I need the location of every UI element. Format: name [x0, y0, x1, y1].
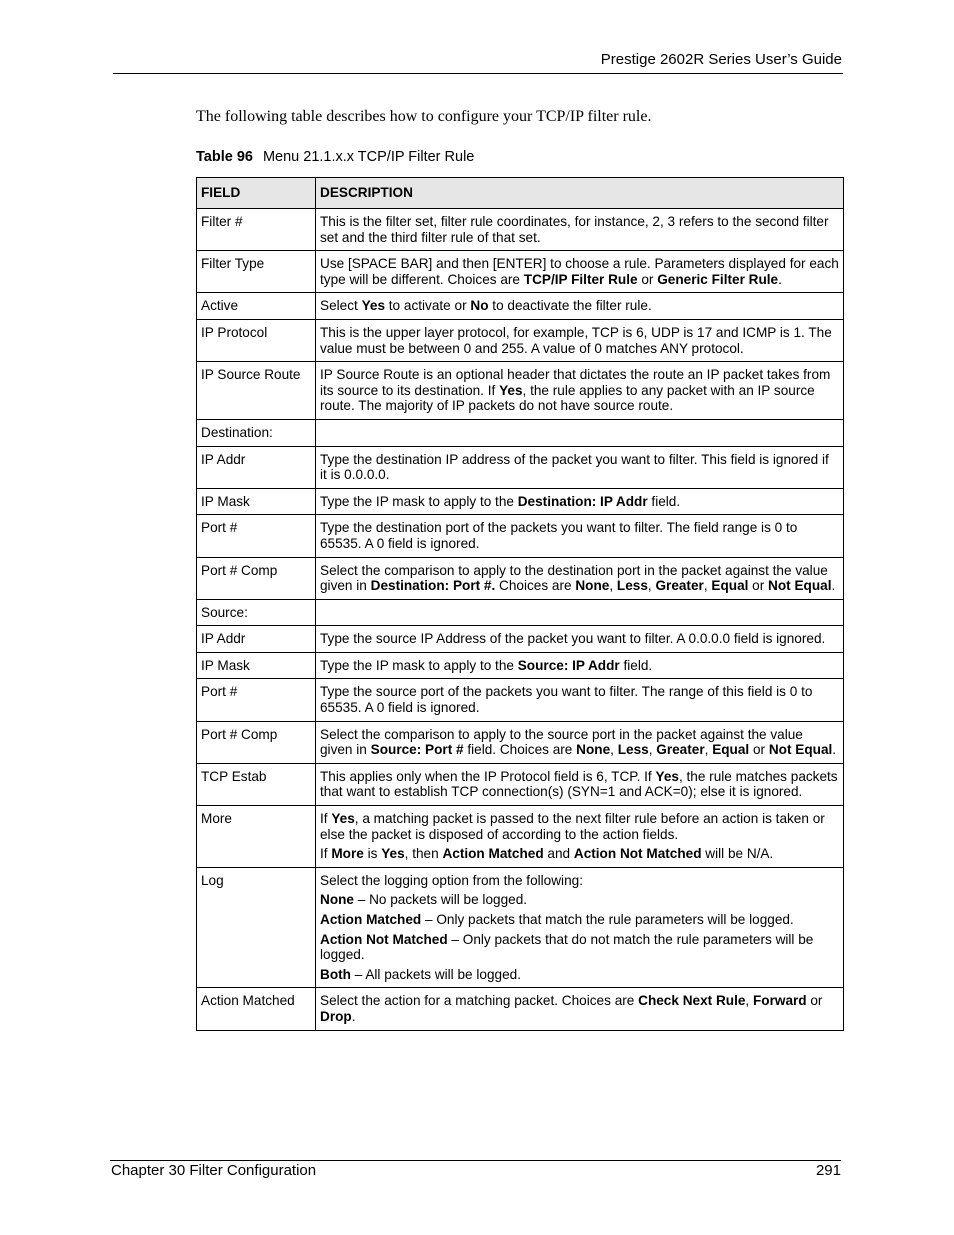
description-text: field. [647, 493, 681, 509]
bold-term: Not Equal [768, 578, 832, 594]
field-name-cell: IP Source Route [197, 362, 316, 420]
description-text: or [748, 578, 769, 594]
description-text: , [648, 742, 657, 758]
bold-term: TCP/IP Filter Rule [523, 271, 638, 287]
bold-term: Source: IP Addr [517, 657, 620, 673]
bold-term: Action Matched [320, 912, 422, 927]
intro-text: The following table describes how to configure your TCP/IP filter rule. [196, 108, 652, 125]
field-description-table [196, 177, 844, 1031]
bold-term: Destination: Port #. [370, 578, 496, 594]
table-row [197, 515, 844, 557]
description-text: , [610, 742, 618, 758]
description-text: , [745, 993, 753, 1009]
table-header-row [197, 178, 844, 209]
description-text: , a matching packet is passed to the next filter rule before an action is taken or else the packet is disposed of according to the action fields. [320, 811, 825, 842]
field-description-cell [316, 419, 844, 446]
field-description-cell [316, 557, 844, 599]
bold-term: Greater [656, 742, 705, 758]
bold-term: Yes [381, 846, 405, 862]
field-name-cell: Port # [197, 515, 316, 557]
guide-title: Prestige 2602R Series User’s Guide [600, 51, 842, 68]
bold-term: Less [617, 742, 649, 758]
description-paragraph [320, 298, 839, 314]
field-description-cell [316, 867, 844, 988]
table-row [197, 763, 844, 805]
description-text: , [704, 742, 713, 758]
field-description-cell [316, 319, 844, 361]
description-text: Select the logging option from the following: [320, 872, 583, 888]
description-text: – Only packets that do not match the rule parameters will be logged. [320, 931, 814, 963]
description-paragraph [320, 563, 839, 594]
description-paragraph [320, 494, 839, 510]
description-text: , then [404, 846, 443, 862]
bold-term: Equal [712, 742, 750, 758]
description-paragraph [320, 846, 839, 862]
description-text: . [831, 578, 836, 594]
description-paragraph [320, 214, 839, 245]
bold-term: Forward [752, 993, 807, 1009]
description-text: or [637, 271, 658, 287]
field-name-cell: Destination: [197, 419, 316, 446]
description-paragraph [320, 892, 839, 908]
table-row [197, 557, 844, 599]
description-text: If [320, 811, 332, 827]
field-name-cell: Filter # [197, 209, 316, 251]
bold-term: Action Matched [442, 846, 544, 862]
description-text: to activate or [385, 298, 471, 314]
description-text: – All packets will be logged. [350, 966, 521, 982]
description-text: Type the source port of the packets you want to filter. The range of this field is 0 to 65535. A 0 field is ignored. [320, 684, 813, 716]
field-description-cell [316, 806, 844, 868]
field-name-cell: Source: [197, 599, 316, 626]
description-paragraph [320, 325, 839, 356]
description-text: Use [SPACE BAR] and then [ENTER] to choose a rule. Parameters displayed for each type will be different. Choices are [320, 256, 839, 287]
table-row [197, 652, 844, 679]
description-paragraph [320, 520, 839, 551]
description-text: Type the destination IP address of the packet you want to filter. This field is ignored if it is 0.0.0.0. [320, 451, 829, 483]
description-text: field. [619, 657, 653, 673]
table-row [197, 679, 844, 721]
table-row [197, 806, 844, 868]
bold-term: More [331, 846, 364, 862]
description-text: This is the filter set, filter rule coordinates, for instance, 2, 3 refers to the second filter set and the third filter rule of that set. [320, 214, 829, 245]
bold-term: Less [616, 578, 648, 594]
description-text: Type the IP mask to apply to the [320, 657, 518, 673]
description-paragraph [320, 631, 839, 647]
description-text: , [609, 578, 617, 594]
description-text: – Only packets that match the rule parameters will be logged. [421, 912, 794, 927]
description-paragraph [320, 811, 839, 842]
field-name-cell: More [197, 806, 316, 868]
field-name-cell: Action Matched [197, 988, 316, 1030]
description-text: , [647, 578, 656, 594]
table-row [197, 293, 844, 320]
description-paragraph [320, 727, 839, 758]
table-row [197, 251, 844, 293]
field-name-cell: Port # Comp [197, 721, 316, 763]
description-text: Select the action for a matching packet. Choices are [320, 993, 639, 1009]
description-paragraph [320, 993, 839, 1024]
bold-term: Source: Port # [370, 742, 464, 758]
description-text: and [543, 846, 574, 862]
description-text: or [749, 742, 769, 758]
description-paragraph [320, 684, 839, 715]
chapter-title: Chapter 30 Filter Configuration [111, 1162, 317, 1179]
field-name-cell: IP Protocol [197, 319, 316, 361]
description-text: If [320, 846, 332, 862]
table-body [197, 209, 844, 1031]
description-text: IP Source Route is an optional header that dictates the route an IP packet takes from its source to its destination. If [320, 367, 831, 398]
table-row [197, 721, 844, 763]
description-text: This applies only when the IP Protocol field is 6, TCP. If [320, 768, 656, 784]
bold-term: Action Not Matched [573, 846, 702, 862]
table-caption [196, 149, 474, 165]
table-row [197, 446, 844, 488]
field-description-cell [316, 293, 844, 320]
header-divider [113, 73, 843, 74]
description-text: Select [320, 298, 362, 314]
description-text: will be N/A. [701, 846, 774, 862]
field-name-cell: IP Mask [197, 488, 316, 515]
description-text: Choices are [495, 578, 576, 594]
bold-term: Yes [655, 768, 679, 784]
description-text: is [363, 846, 382, 862]
field-name-cell: Filter Type [197, 251, 316, 293]
description-paragraph [320, 452, 839, 483]
description-text: field. Choices are [463, 742, 577, 758]
column-header-field: FIELD [197, 178, 316, 209]
bold-term: Check Next Rule [638, 993, 746, 1009]
description-paragraph [320, 932, 839, 963]
field-description-cell [316, 679, 844, 721]
description-paragraph [320, 658, 839, 674]
field-description-cell [316, 988, 844, 1030]
field-description-cell [316, 763, 844, 805]
footer-divider [110, 1160, 841, 1161]
bold-term: None [576, 742, 611, 758]
table-caption-label: Table 96 [196, 149, 253, 165]
description-text: Select the comparison to apply to the destination port in the packet against the value given in [320, 562, 828, 594]
field-description-cell [316, 652, 844, 679]
field-description-cell [316, 626, 844, 653]
page-number: 291 [815, 1162, 841, 1179]
field-description-cell [316, 599, 844, 626]
field-description-cell [316, 362, 844, 420]
table-row [197, 488, 844, 515]
bold-term: Drop [320, 1008, 352, 1024]
bold-term: Equal [711, 578, 749, 594]
description-text: or [806, 993, 823, 1009]
description-text: Type the source IP Address of the packet you want to filter. A 0.0.0.0 field is ignored. [320, 631, 826, 647]
field-name-cell: Port # [197, 679, 316, 721]
field-description-cell [316, 721, 844, 763]
bold-term: Destination: IP Addr [517, 493, 648, 509]
bold-term: Generic Filter Rule [657, 271, 779, 287]
field-description-cell [316, 446, 844, 488]
table-row [197, 988, 844, 1030]
field-name-cell: Active [197, 293, 316, 320]
description-text: This is the upper layer protocol, for example, TCP is 6, UDP is 17 and ICMP is 1. The value must be between 0 and 255. A value of 0 matches ANY protocol. [320, 324, 832, 356]
field-name-cell: IP Addr [197, 626, 316, 653]
description-text: , the rule matches packets that want to establish TCP connection(s) (SYN=1 and ACK=0); else it is ignored. [320, 768, 838, 800]
description-text: Type the destination port of the packets you want to filter. The field range is 0 to 65535. A 0 field is ignored. [320, 520, 798, 551]
description-text: , [703, 578, 712, 594]
field-description-cell [316, 515, 844, 557]
description-text: . [351, 1008, 356, 1024]
bold-term: Yes [331, 811, 355, 827]
description-paragraph [320, 769, 839, 800]
field-name-cell: IP Addr [197, 446, 316, 488]
table-row [197, 319, 844, 361]
bold-term: No [470, 298, 489, 314]
description-paragraph [320, 367, 839, 414]
description-paragraph [320, 967, 839, 983]
bold-term: None [575, 578, 610, 594]
description-text: . [832, 742, 837, 758]
column-header-description: DESCRIPTION [316, 178, 844, 209]
description-text: , the rule applies to any packet with an IP source route. The majority of IP packets do not have source route. [320, 382, 815, 414]
table-row [197, 209, 844, 251]
field-name-cell: TCP Estab [197, 763, 316, 805]
description-paragraph [320, 912, 839, 928]
description-paragraph [320, 256, 839, 287]
description-text: Select the comparison to apply to the source port in the packet against the value given in [320, 726, 803, 758]
field-name-cell: Log [197, 867, 316, 988]
field-description-cell [316, 209, 844, 251]
bold-term: Yes [499, 382, 523, 398]
bold-term: Action Not Matched [320, 931, 448, 947]
table-row [197, 626, 844, 653]
description-paragraph [320, 873, 839, 889]
bold-term: Both [320, 966, 351, 982]
field-description-cell [316, 488, 844, 515]
bold-term: Not Equal [768, 742, 833, 758]
table-row [197, 362, 844, 420]
table-row [197, 867, 844, 988]
bold-term: None [320, 892, 354, 908]
table-caption-title: Menu 21.1.x.x TCP/IP Filter Rule [262, 149, 475, 165]
table-row [197, 419, 844, 446]
description-text: . [778, 271, 782, 287]
field-name-cell: Port # Comp [197, 557, 316, 599]
bold-term: Yes [361, 298, 385, 314]
description-text: – No packets will be logged. [353, 892, 528, 908]
description-text: to deactivate the filter rule. [488, 298, 652, 314]
description-text: Type the IP mask to apply to the [320, 493, 518, 509]
field-name-cell: IP Mask [197, 652, 316, 679]
table-row [197, 599, 844, 626]
field-description-cell [316, 251, 844, 293]
bold-term: Greater [655, 578, 704, 594]
